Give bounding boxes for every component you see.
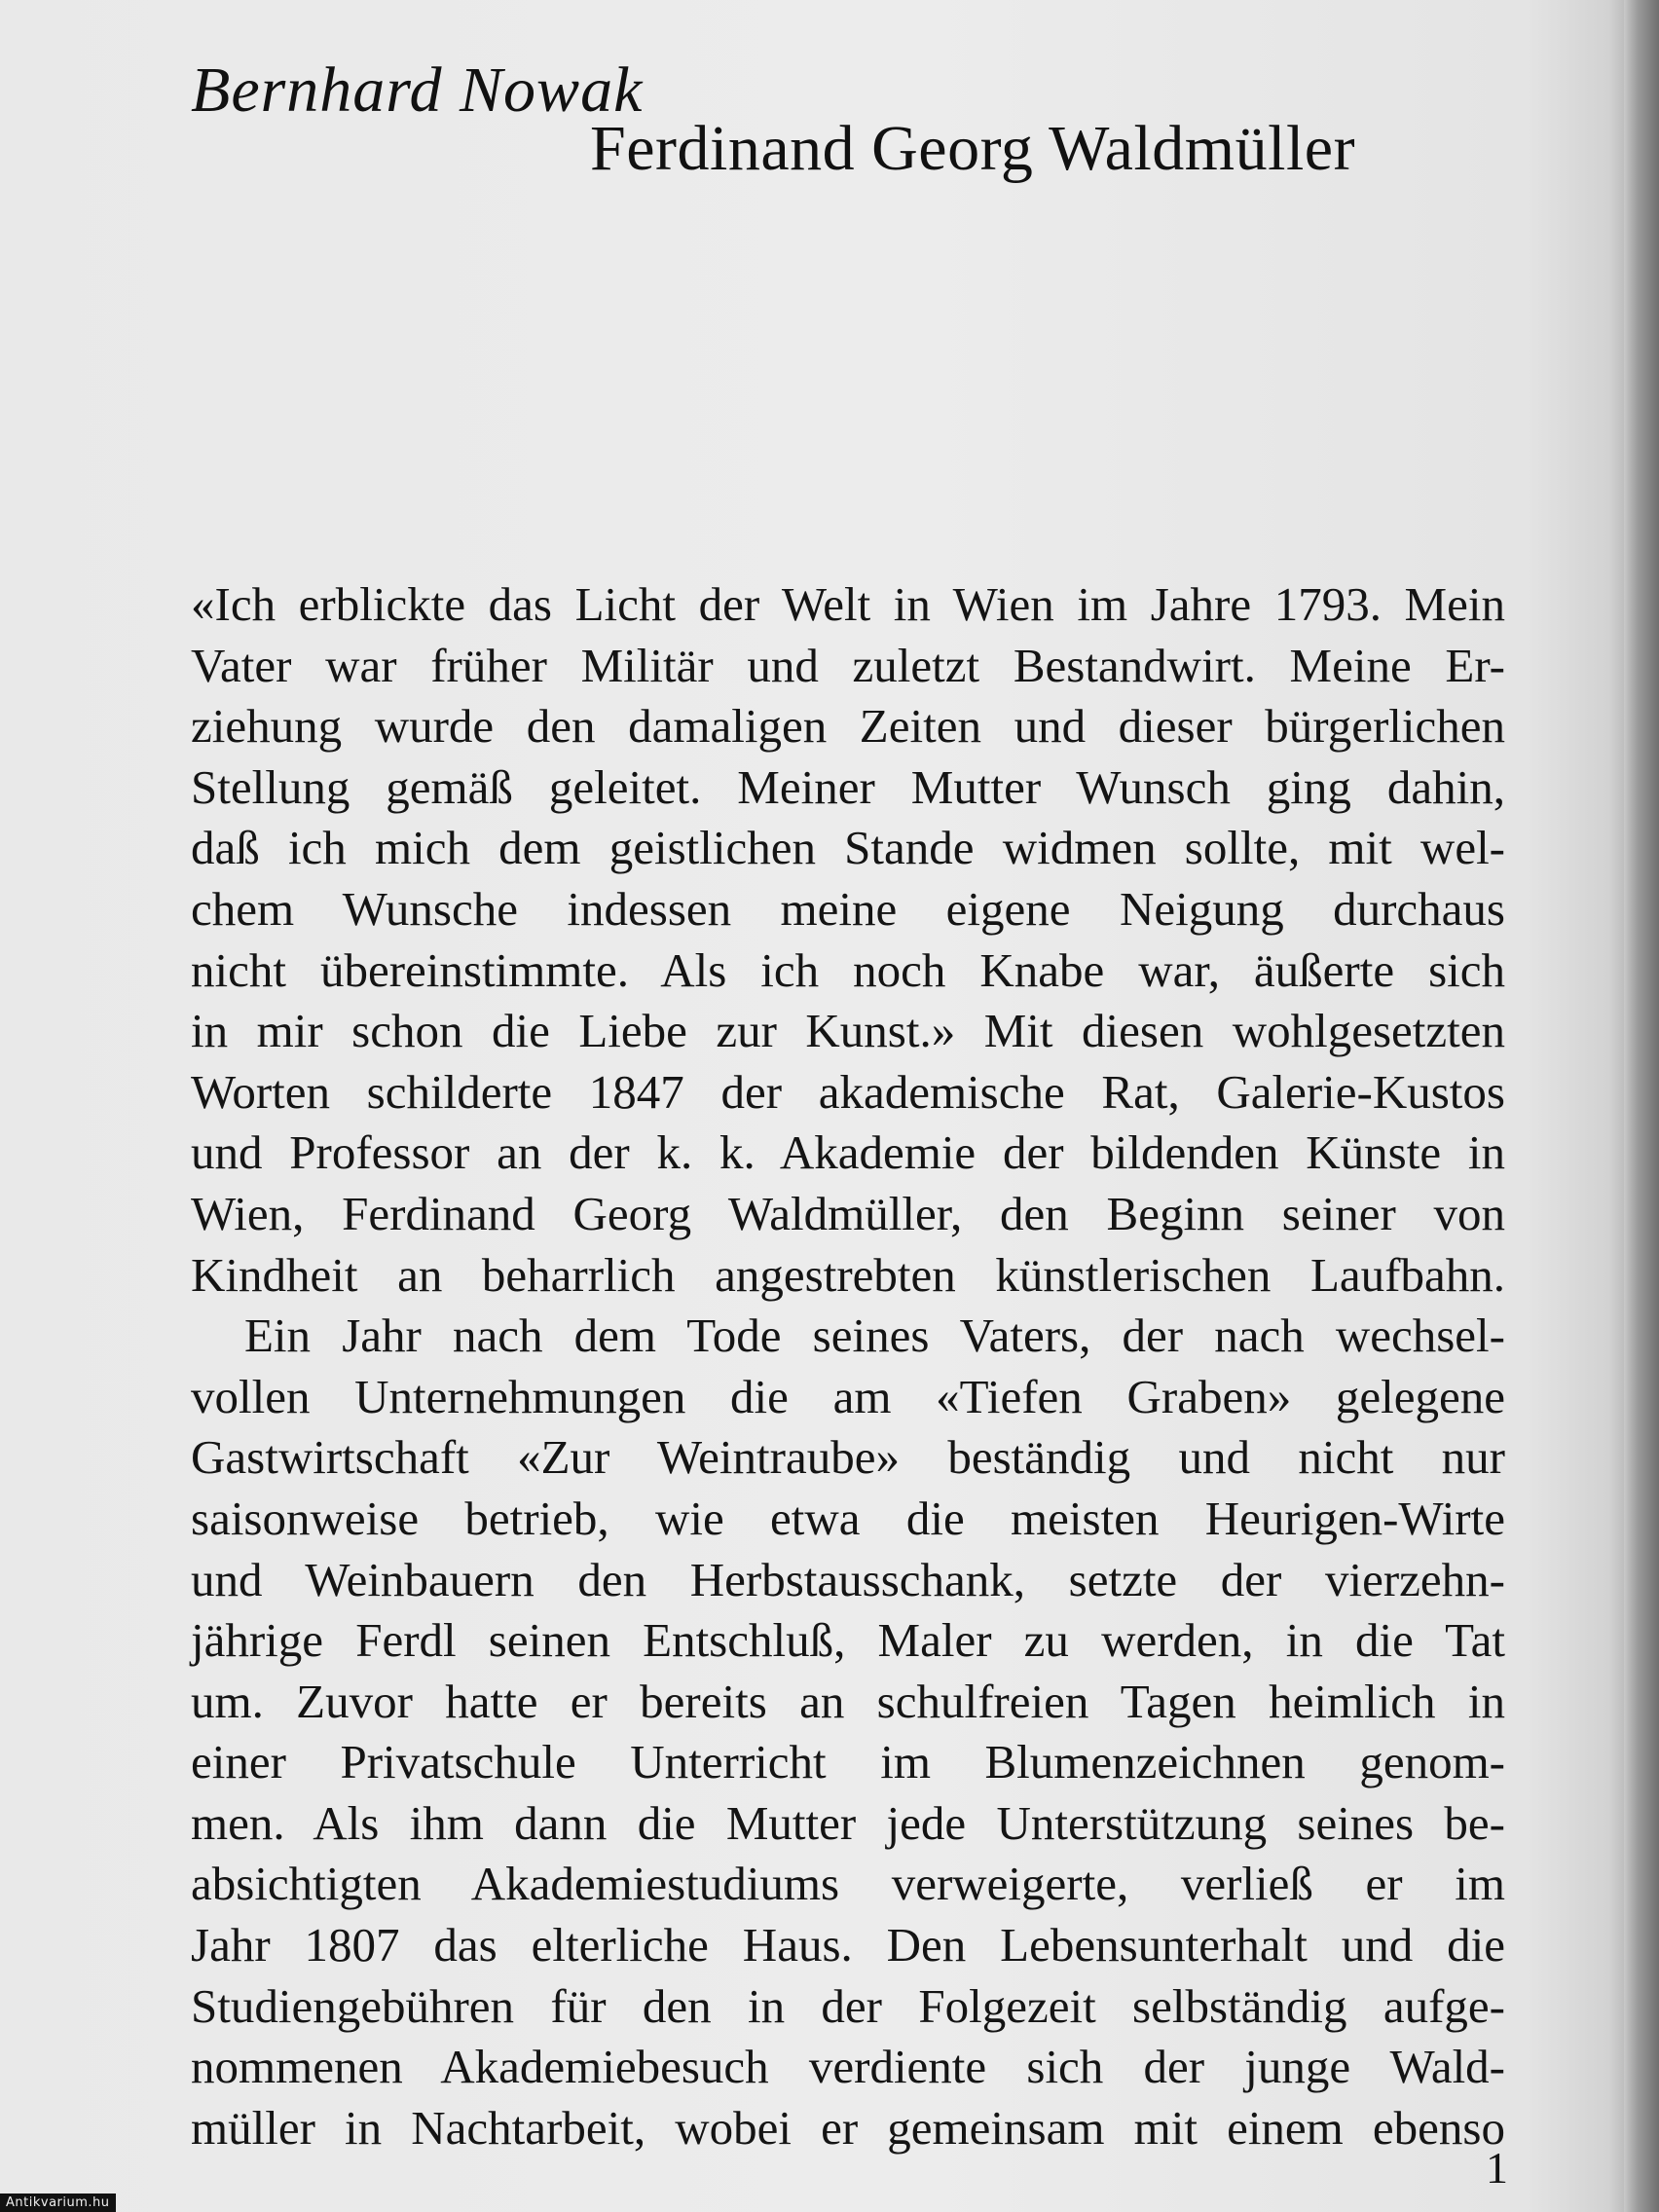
chapter-title: Ferdinand Georg Waldmüller — [590, 113, 1356, 184]
text-line: Kindheit an beharrlich angestrebten künstlerischen Laufbahn. — [191, 1247, 1505, 1302]
paragraph-2 — [191, 1306, 1505, 2158]
text-line: Gastwirtschaft «Zur Weintraube» beständig und nicht nur — [191, 1430, 1505, 1485]
text-line: Wien, Ferdinand Georg Waldmüller, den Beginn seiner von — [191, 1186, 1505, 1240]
text-line: absichtigten Akademiestudiums verweigerte, verließ er im — [191, 1857, 1505, 1911]
text-line: chem Wunsche indessen meine eigene Neigung durchaus — [191, 881, 1505, 936]
text-line: saisonweise betrieb, wie etwa die meisten Heurigen-Wirte — [191, 1491, 1505, 1545]
text-line: und Weinbauern den Herbstausschank, setzte der vierzehn- — [191, 1552, 1505, 1606]
text-line: jährige Ferdl seinen Entschluß, Maler zu werden, in die Tat — [191, 1613, 1505, 1668]
text-line: nicht übereinstimmte. Als ich noch Knabe war, äußerte sich — [191, 942, 1505, 997]
text-line: Stellung gemäß geleitet. Meiner Mutter Wunsch ging dahin, — [191, 759, 1505, 814]
author-name: Bernhard Nowak — [191, 55, 644, 126]
watermark-label: Antikvarium.hu — [0, 2194, 116, 2212]
text-line: «Ich erblickte das Licht der Welt in Wien im Jahre 1793. Mein — [191, 577, 1505, 631]
text-line: und Professor an der k. k. Akademie der bildenden Künste in — [191, 1125, 1505, 1180]
page-edge-shadow — [1624, 0, 1659, 2212]
text-line: Jahr 1807 das elterliche Haus. Den Lebensunterhalt und die — [191, 1918, 1505, 1972]
text-line: Vater war früher Militär und zuletzt Bestandwirt. Meine Er- — [191, 638, 1505, 692]
text-line: müller in Nachtarbeit, wobei er gemeinsam mit einem ebenso — [191, 2100, 1505, 2155]
page-number: 1 — [1486, 2143, 1508, 2193]
text-line: Ein Jahr nach dem Tode seines Vaters, der nach wechsel- — [244, 1309, 1505, 1363]
text-line: Studiengebühren für den in der Folgezeit selbständig aufge- — [191, 1978, 1505, 2033]
text-line: um. Zuvor hatte er bereits an schulfreien Tagen heimlich in — [191, 1674, 1505, 1728]
paragraph-1 — [191, 574, 1505, 1306]
text-line: daß ich mich dem geistlichen Stande widmen sollte, mit wel- — [191, 821, 1505, 875]
text-line: nommenen Akademiebesuch verdiente sich der junge Wald- — [191, 2040, 1505, 2094]
text-line: vollen Unternehmungen die am «Tiefen Graben» gelegene — [191, 1369, 1505, 1423]
text-line: ziehung wurde den damaligen Zeiten und dieser bürgerlichen — [191, 699, 1505, 754]
text-line: in mir schon die Liebe zur Kunst.» Mit diesen wohlgesetzten — [191, 1004, 1505, 1058]
text-line: Worten schilderte 1847 der akademische Rat, Galerie-Kustos — [191, 1064, 1505, 1119]
text-line: men. Als ihm dann die Mutter jede Unterstützung seines be- — [191, 1795, 1505, 1850]
text-line: einer Privatschule Unterricht im Blumenzeichnen genom- — [191, 1735, 1505, 1789]
body-text — [191, 574, 1505, 2158]
